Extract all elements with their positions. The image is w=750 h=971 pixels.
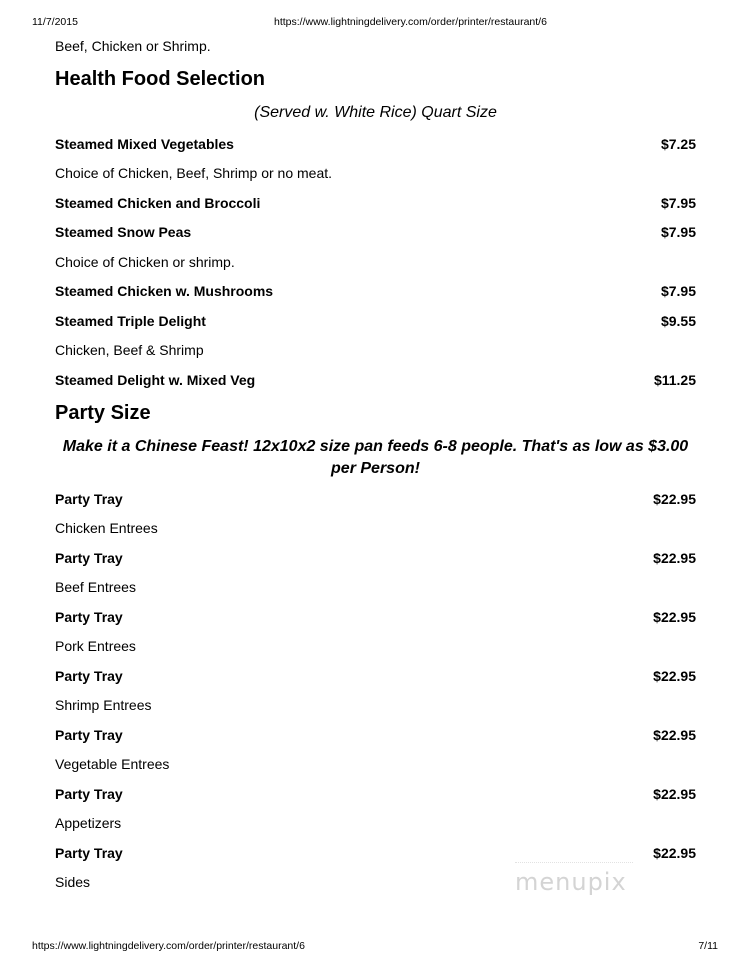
- item-name: Party Tray: [55, 727, 123, 743]
- menu-item: [55, 283, 696, 300]
- intro-line: Beef, Chicken or Shrimp.: [55, 38, 211, 54]
- watermark-dotted-rule: [515, 862, 633, 867]
- item-name: Steamed Delight w. Mixed Veg: [55, 372, 256, 388]
- item-price: $22.95: [653, 845, 696, 861]
- item-description: Choice of Chicken or shrimp.: [55, 254, 235, 270]
- item-name: Steamed Chicken w. Mushrooms: [55, 283, 274, 299]
- item-description: Chicken Entrees: [55, 520, 158, 536]
- section-title-health-food: Health Food Selection: [55, 68, 266, 90]
- print-footer: [32, 940, 718, 954]
- item-name: Steamed Chicken and Broccoli: [55, 195, 261, 211]
- page-number: 7/11: [698, 940, 718, 952]
- item-name: Steamed Mixed Vegetables: [55, 136, 234, 152]
- item-description: Choice of Chicken, Beef, Shrimp or no meat.: [55, 165, 333, 181]
- print-header: [32, 16, 718, 30]
- item-name: Steamed Snow Peas: [55, 224, 192, 240]
- menu-item: [55, 224, 696, 241]
- item-description: Vegetable Entrees: [55, 756, 170, 772]
- menu-item: [55, 313, 696, 330]
- menu-item: [55, 195, 696, 212]
- item-price: $22.95: [653, 491, 696, 507]
- item-price: $7.25: [660, 136, 696, 152]
- item-price: $7.95: [660, 224, 696, 240]
- item-description: Beef Entrees: [55, 579, 136, 595]
- section-note-party-size-line1: Make it a Chinese Feast! 12x10x2 size pan feeds 6-8 people. That's as low as $3.00: [62, 438, 689, 455]
- item-price: $9.55: [660, 313, 696, 329]
- item-name: Steamed Triple Delight: [55, 313, 206, 329]
- menupix-watermark: [515, 868, 635, 908]
- item-name: Party Tray: [55, 491, 123, 507]
- item-description: Pork Entrees: [55, 638, 136, 654]
- print-date: 11/7/2015: [32, 16, 78, 28]
- item-description: Appetizers: [55, 815, 122, 831]
- item-price: $22.95: [653, 727, 696, 743]
- item-price: $22.95: [653, 668, 696, 684]
- item-description: Sides: [55, 874, 91, 890]
- item-price: $11.25: [653, 372, 696, 388]
- item-price: $7.95: [660, 195, 696, 211]
- menu-item: [55, 786, 696, 803]
- print-header-url: https://www.lightningdelivery.com/order/printer/restaurant/6: [274, 16, 547, 28]
- menu-item: [55, 845, 696, 862]
- item-description: Chicken, Beef & Shrimp: [55, 342, 204, 358]
- item-name: Party Tray: [55, 668, 123, 684]
- section-note-party-size-line2: per Person!: [331, 460, 420, 477]
- section-title-party-size: Party Size: [55, 402, 151, 424]
- item-price: $22.95: [653, 609, 696, 625]
- item-price: $22.95: [653, 550, 696, 566]
- watermark-text: menupix: [515, 868, 627, 896]
- item-description: Shrimp Entrees: [55, 697, 152, 713]
- item-name: Party Tray: [55, 609, 123, 625]
- menu-item: [55, 668, 696, 685]
- menu-item: [55, 550, 696, 567]
- item-name: Party Tray: [55, 845, 123, 861]
- item-name: Party Tray: [55, 550, 123, 566]
- menu-item: [55, 491, 696, 508]
- print-footer-url: https://www.lightningdelivery.com/order/printer/restaurant/6: [32, 940, 305, 952]
- section-note-health-food: (Served w. White Rice) Quart Size: [254, 104, 497, 121]
- item-price: $7.95: [660, 283, 696, 299]
- menu-item: [55, 372, 696, 389]
- item-name: Party Tray: [55, 786, 123, 802]
- item-price: $22.95: [653, 786, 696, 802]
- menu-item: [55, 609, 696, 626]
- menu-item: [55, 727, 696, 744]
- menu-item: [55, 136, 696, 153]
